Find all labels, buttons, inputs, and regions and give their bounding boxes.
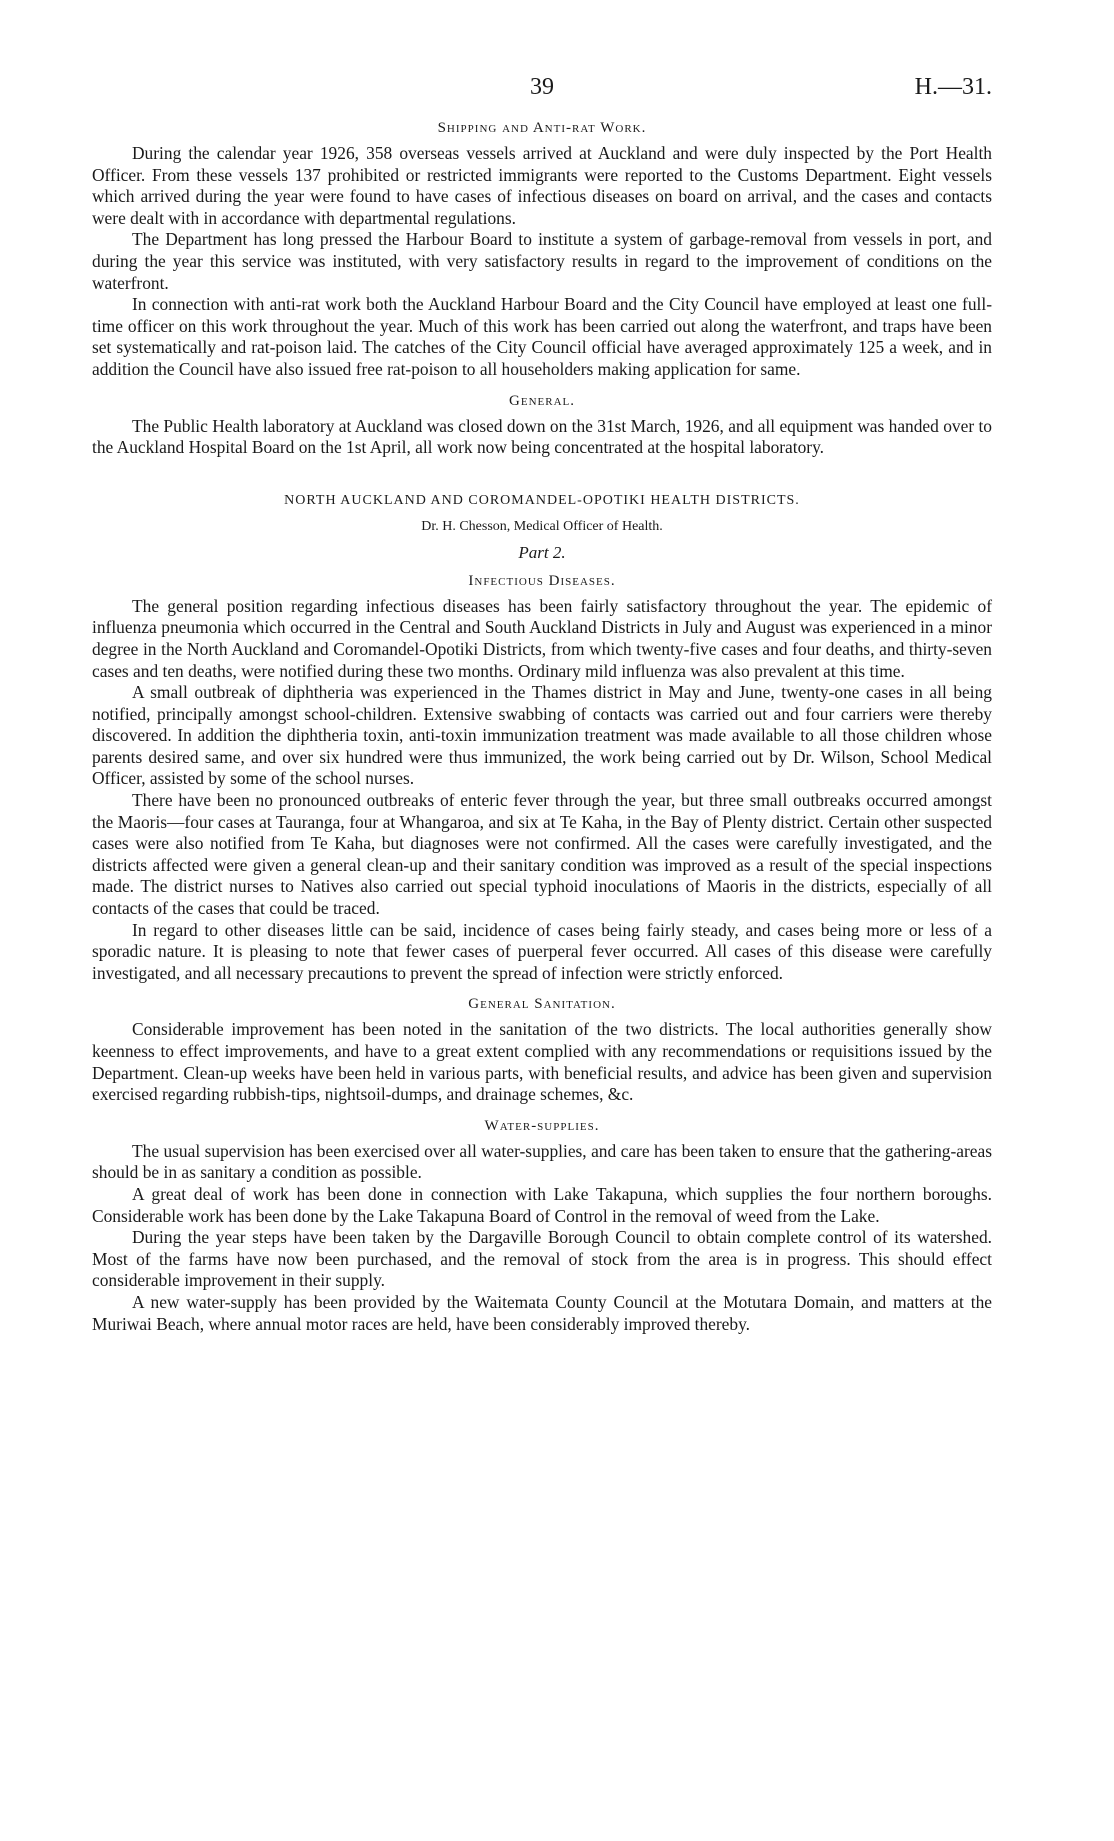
section-heading-general: General. (509, 392, 575, 409)
section-general (92, 393, 992, 459)
page-header (92, 70, 992, 110)
paragraph: A new water-supply has been provided by the Waitemata County Council at the Motutara Domain, and matters at the Muriwai Beach, where annual motor races are held, have been considerably improved thereby. (92, 1291, 992, 1334)
paragraph: A small outbreak of diphtheria was experienced in the Thames district in May and June, twenty-one cases in all being notified, principally amongst school-children. Extensive swabbing of contacts was carried out and four carriers were thereby discovered. In addition the diphtheria toxin, anti-toxin immunization treatment was made available to all those children whose parents desired same, and over six hundred were thus immunized, the work being carried out by Dr. Wilson, School Medical Officer, assisted by some of the school nurses. (92, 682, 992, 789)
part-label: Part 2. (518, 542, 566, 562)
district-heading: NORTH AUCKLAND AND COROMANDEL-OPOTIKI HEALTH DISTRICTS. (284, 492, 800, 508)
section-water-supplies (92, 1118, 992, 1335)
paragraph: The usual supervision has been exercised over all water-supplies, and care has been taken to ensure that the gathering-areas should be in as sanitary a condition as possible. (92, 1140, 992, 1183)
paragraph: During the year steps have been taken by the Dargaville Borough Council to obtain complete control of its watershed. Most of the farms have now been purchased, and the removal of stock from the area is in progress. This should effect considerable improvement in their supply. (92, 1227, 992, 1291)
officer-line: Dr. H. Chesson, Medical Officer of Health. (421, 518, 663, 534)
section-heading-infectious: Infectious Diseases. (468, 572, 616, 589)
paragraph: A great deal of work has been done in connection with Lake Takapuna, which supplies the four northern boroughs. Considerable work has been done by the Lake Takapuna Board of Control in the removal of weed from the Lake. (92, 1183, 992, 1226)
document-page (92, 70, 992, 1347)
paragraph: During the calendar year 1926, 358 overseas vessels arrived at Auckland and were duly inspected by the Port Health Officer. From these vessels 137 prohibited or restricted immigrants were reported to the Customs Department. Eight vessels which arrived during the year were found to have cases of infectious diseases on board on arrival, and the cases and contacts were dealt with in accordance with departmental regulations. (92, 143, 992, 228)
paragraph: In regard to other diseases little can be said, incidence of cases being fairly steady, and cases being more or less of a sporadic nature. It is pleasing to note that fewer cases of puerperal fever occurred. All cases of this disease were carefully investigated, and all necessary precautions to prevent the spread of infection were strictly enforced. (92, 919, 992, 983)
section-shipping (92, 120, 992, 381)
paragraph: In connection with anti-rat work both the Auckland Harbour Board and the City Council have employed at least one full-time officer on this work throughout the year. Much of this work has been carried out along the waterfront, and traps have been set systematically and rat-poison laid. The catches of the City Council official have averaged approximately 125 a week, and in addition the Council have also issued free rat-poison to all householders making application for same. (92, 294, 992, 379)
paragraph: There have been no pronounced outbreaks of enteric fever through the year, but three small outbreaks occurred amongst the Maoris—four cases at Tauranga, four at Whangaroa, and six at Te Kaha, in the Bay of Plenty district. Certain other suspected cases were also notified from Te Kaha, but diagnoses were not confirmed. All the cases were carefully investigated, and the districts affected were given a general clean-up and their sanitary condition was improved as a result of the special inspections made. The district nurses to Natives also carried out special typhoid inoculations of Maoris in the districts, especially of all contacts of the cases that could be traced. (92, 790, 992, 919)
paragraph: The Public Health laboratory at Auckland was closed down on the 31st March, 1926, and all equipment was handed over to the Auckland Hospital Board on the 1st April, all work now being concentrated at the hospital laboratory. (92, 415, 992, 458)
section-heading-shipping: Shipping and Anti-rat Work. (437, 120, 647, 136)
section-heading-water: Water-supplies. (484, 1117, 600, 1134)
section-infectious-diseases (92, 573, 992, 985)
paragraph: The general position regarding infectious diseases has been fairly satisfactory throughout the year. The epidemic of influenza pneumonia which occurred in the Central and South Auckland Districts in July and August was experienced in a minor degree in the North Auckland and Coromandel-Opotiki Districts, from which twenty-five cases and four deaths, and thirty-seven cases and ten deaths, were notified during these two months. Ordinary mild influenza was also prevalent at this time. (92, 595, 992, 681)
paragraph: Considerable improvement has been noted in the sanitation of the two districts. The local authorities generally show keenness to effect improvements, and have to a great extent complied with any recommendations or requisitions issued by the Department. Clean-up weeks have been held in various parts, with beneficial results, and advice has been given and supervision exercised regarding rubbish-tips, nightsoil-dumps, and drainage schemes, &c. (92, 1019, 992, 1105)
page-reference: H.—31. (914, 74, 992, 100)
section-heading-sanitation: General Sanitation. (468, 996, 616, 1013)
paragraph: The Department has long pressed the Harbour Board to institute a system of garbage-removal from vessels in port, and during the year this service was instituted, with very satisfactory results in regard to the improvement of conditions on the waterfront. (92, 229, 992, 293)
page-number: 39 (530, 74, 554, 100)
section-general-sanitation (92, 996, 992, 1105)
